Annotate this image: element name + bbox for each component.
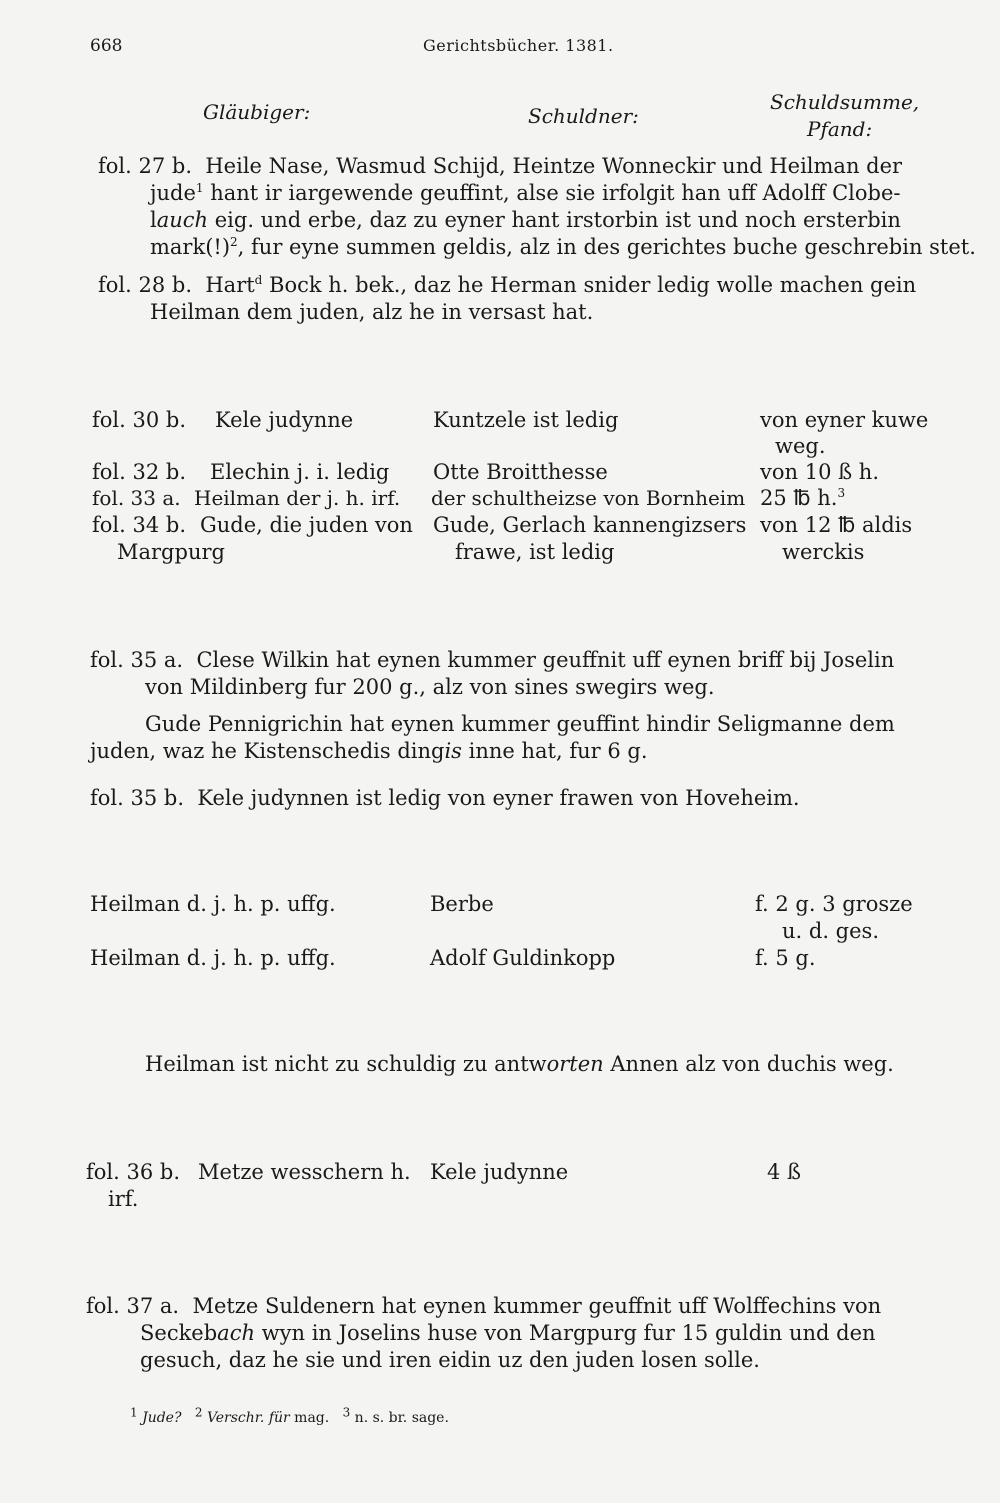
footnote-text: Jude? xyxy=(142,1410,182,1426)
running-title: Gerichtsbücher. 1381. xyxy=(423,36,614,55)
entry-text: inne hat, fur 6 g. xyxy=(461,739,648,763)
table2-row1-debtor: Berbe xyxy=(430,892,494,916)
page-number: 668 xyxy=(90,36,123,56)
table1-row4-ref: fol. 34 b. xyxy=(92,513,186,537)
folio-ref: fol. 37 a. xyxy=(86,1294,180,1318)
table1-row1-ref: fol. 30 b. xyxy=(92,408,186,432)
table1-row1-creditor: Kele judynne xyxy=(215,408,354,432)
table1-row4-creditor: Gude, die juden von xyxy=(200,513,413,537)
entry-36b-creditor: Metze wesschern h. xyxy=(198,1160,411,1184)
entry-text: hant ir iargewende geuffint, alse sie irfolgit han uff Adolff Clobe- xyxy=(203,181,901,205)
table1-row3-debtor: der schultheizse von Bornheim xyxy=(431,486,746,510)
table1-row3-sum: 25 ℔ h.$^3$ xyxy=(760,486,846,510)
entry-line: Gude Pennigrichin hat eynen kummer geuffint hindir Seligmanne dem xyxy=(145,712,895,736)
entry-text: jude xyxy=(150,181,196,205)
entry-text: Seckeb xyxy=(140,1321,218,1345)
table1-row4-debtor-cont: frawe, ist ledig xyxy=(455,540,615,564)
footnote-marker: 3 xyxy=(837,486,846,500)
column-heading-debtor: Schuldner: xyxy=(528,104,639,128)
entry-line: Heilman dem juden, alz he in versast hat. xyxy=(150,300,594,324)
table1-row4-sum: von 12 ℔ aldis xyxy=(760,513,913,537)
folio-ref: fol. 27 b. xyxy=(98,154,192,178)
table1-row2-ref: fol. 32 b. xyxy=(92,460,186,484)
footnote-text: Verschr. für xyxy=(206,1410,290,1426)
entry-line: Heile Nase, Wasmud Schijd, Heintze Wonneckir und Heilman der xyxy=(205,154,903,178)
table1-row2-sum: von 10 ß h. xyxy=(760,460,880,484)
superscript-abbrev: d xyxy=(254,273,263,287)
footnote-number: 3 xyxy=(342,1405,351,1420)
editorial-italic: orten xyxy=(546,1052,604,1076)
column-heading-pledge: Pfand: xyxy=(807,117,873,141)
folio-ref: fol. 28 b. xyxy=(98,273,192,297)
footnote-text: mag. xyxy=(289,1410,330,1426)
entry-text: juden, waz he Kistenschedis ding xyxy=(90,739,445,763)
footnote-marker: 1 xyxy=(195,181,204,195)
table2-row1-sum-cont: u. d. ges. xyxy=(782,919,879,943)
entry-text: Heilman ist nicht zu schuldig zu antw xyxy=(145,1052,547,1076)
entry-35a xyxy=(90,647,895,765)
column-heading-sum: Schuldsumme, xyxy=(770,90,920,114)
table1-row4-sum-cont: werckis xyxy=(782,540,865,564)
editorial-italic: is xyxy=(444,739,462,763)
entry-line: Clese Wilkin hat eynen kummer geuffnit uff eynen briff bij Joselin xyxy=(196,648,895,672)
entry-line: von Mildinberg fur 200 g., alz von sines swegirs weg. xyxy=(145,675,715,699)
entry-27b xyxy=(98,153,976,261)
entry-37a xyxy=(86,1293,881,1374)
entry-text: Hart xyxy=(205,273,255,297)
folio-ref: fol. 35 b. xyxy=(90,786,184,810)
entry-text: Annen alz von duchis weg. xyxy=(603,1052,894,1076)
table1-row1-debtor: Kuntzele ist ledig xyxy=(433,408,619,432)
table1-row2-debtor: Otte Broitthesse xyxy=(433,460,608,484)
entry-line: gesuch, daz he sie und iren eidin uz den juden losen solle. xyxy=(140,1348,760,1372)
table1-row4-creditor-cont: Margpurg xyxy=(117,540,225,564)
footnote-text: n. s. br. sage. xyxy=(354,1410,449,1426)
entry-line: Metze Suldenern hat eynen kummer geuffnit uff Wolffechins von xyxy=(192,1294,882,1318)
entry-36b-sum: 4 ß xyxy=(767,1160,802,1184)
column-heading-creditor: Gläubiger: xyxy=(203,100,311,124)
footnote-number: 2 xyxy=(194,1405,203,1420)
folio-ref: fol. 35 a. xyxy=(90,648,184,672)
table2-row1-creditor: Heilman d. j. h. p. uffg. xyxy=(90,892,336,916)
table1-row1-sum-cont: weg. xyxy=(775,434,826,458)
entry-text: eig. und erbe, daz zu eyner hant irstorbin ist und noch ersterbin xyxy=(208,208,901,232)
entry-35b xyxy=(90,785,800,812)
note-heilman xyxy=(145,1051,894,1078)
entry-28b xyxy=(98,272,916,326)
table2-row2-debtor: Adolf Guldinkopp xyxy=(430,946,616,970)
footnote-number: 1 xyxy=(130,1405,138,1420)
entry-text: , fur eyne summen geldis, alz in des gerichtes buche geschrebin stet. xyxy=(237,235,976,259)
table1-row1-sum: von eyner kuwe xyxy=(760,408,929,432)
table1-row4-debtor: Gude, Gerlach kannengizsers xyxy=(433,513,747,537)
footnote-marker: 2 xyxy=(230,235,238,249)
entry-text: mark(!) xyxy=(150,235,231,259)
editorial-italic: auch xyxy=(156,208,209,232)
entry-36b-ref: fol. 36 b. xyxy=(86,1160,180,1184)
table1-row3-creditor: Heilman der j. h. irf. xyxy=(194,486,401,510)
table2-row1-sum: f. 2 g. 3 grosze xyxy=(755,892,913,916)
entry-text: Bock h. bek., daz he Herman snider ledig wolle machen gein xyxy=(262,273,917,297)
table1-row3-ref: fol. 33 a. xyxy=(92,486,181,510)
entry-36b-creditor-cont: irf. xyxy=(108,1187,139,1211)
table2-row2-sum: f. 5 g. xyxy=(755,946,816,970)
table1-row2-creditor: Elechin j. i. ledig xyxy=(210,460,390,484)
entry-text: wyn in Joselins huse von Margpurg fur 15 guldin und den xyxy=(254,1321,876,1345)
footnotes xyxy=(130,1405,449,1426)
entry-line: Kele judynnen ist ledig von eyner frawen von Hoveheim. xyxy=(197,786,800,810)
entry-36b-debtor: Kele judynne xyxy=(430,1160,569,1184)
table2-row2-creditor: Heilman d. j. h. p. uffg. xyxy=(90,946,336,970)
editorial-italic: ach xyxy=(217,1321,255,1345)
entry-text: l xyxy=(150,208,157,232)
